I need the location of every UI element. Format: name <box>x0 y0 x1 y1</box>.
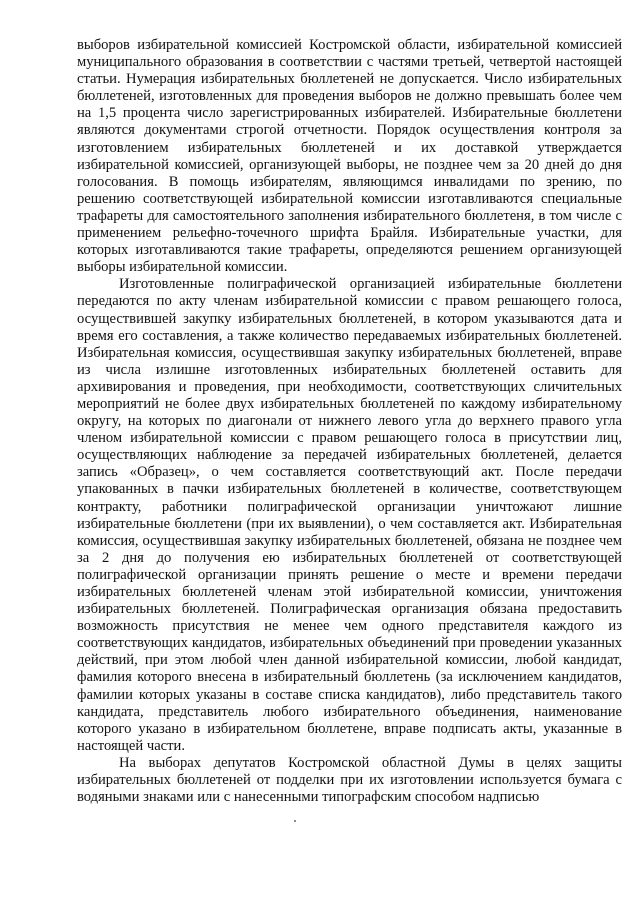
paragraph-3: На выборах депутатов Костромской областной Думы в целях защиты избирательных бюллетеней от подделки при их изготовлении используется бумага с водяными знаками или с нанесенными типографским способом надписью <box>77 754 622 806</box>
scan-speck <box>294 820 296 822</box>
paragraph-1: выборов избирательной комиссией Костромской области, избирательной комиссией муниципального образования в соответствии с частями третьей, четвертой настоящей статьи. Нумерация избирательных бюллетеней не допускается. Число избирательных бюллетеней, изготовленных для проведения выборов не должно превышать более чем на 1,5 процента число зарегистрированных избирателей. Избирательные бюллетени являются документами строгой отчетности. Порядок осуществления контроля за изготовлением избирательных бюллетеней и их доставкой утверждается избирательной комиссией, организующей выборы, не позднее чем за 20 дней до дня голосования. В помощь избирателям, являющимся инвалидами по зрению, по решению соответствующей избирательной комиссии изготавливаются специальные трафареты для самостоятельного заполнения избирательного бюллетеня, в том числе с применением рельефно-точечного шрифта Брайля. Избирательные участки, для которых изготавливаются такие трафареты, определяются решением организующей выборы избирательной комиссии. <box>77 37 622 276</box>
document-body <box>77 37 622 806</box>
paragraph-2: Изготовленные полиграфической организацией избирательные бюллетени передаются по акту членам избирательной комиссии с правом решающего голоса, осуществившей закупку избирательных бюллетеней, в котором указываются дата и время его составления, а также количество передаваемых избирательных бюллетеней. Избирательная комиссия, осуществившая закупку избирательных бюллетеней, вправе из числа излишне изготовленных избирательных бюллетеней оставить для архивирования и проведения, при необходимости, соответствующих сличительных мероприятий не более двух избирательных бюллетеней по каждому избирательному округу, на которых по диагонали от нижнего левого угла до верхнего правого угла членом избирательной комиссии с правом решающего голоса в присутствии лиц, осуществляющих наблюдение за передачей избирательных бюллетеней, делается запись «Образец», о чем составляется соответствующий акт. После передачи упакованных в пачки избирательных бюллетеней в количестве, соответствующем контракту, работники полиграфической организации уничтожают лишние избирательные бюллетени (при их выявлении), о чем составляется акт. Избирательная комиссия, осуществившая закупку избирательных бюллетеней, обязана не позднее чем за 2 дня до получения ею избирательных бюллетеней от соответствующей полиграфической организации принять решение о месте и времени передачи избирательных бюллетеней членам этой избирательной комиссии, уничтожения избирательных бюллетеней. Полиграфическая организация обязана предоставить возможность присутствия не менее чем одного представителя каждого из соответствующих кандидатов, избирательных объединений при проведении указанных действий, при этом любой член данной избирательной комиссии, любой кандидат, фамилия которого внесена в избирательный бюллетень (за исключением кандидатов, фамилии которых указаны в составе списка кандидатов), либо представитель такого кандидата, представитель любого избирательного объединения, наименование которого указано в избирательном бюллетене, вправе подписать акты, указанные в настоящей части. <box>77 276 622 754</box>
